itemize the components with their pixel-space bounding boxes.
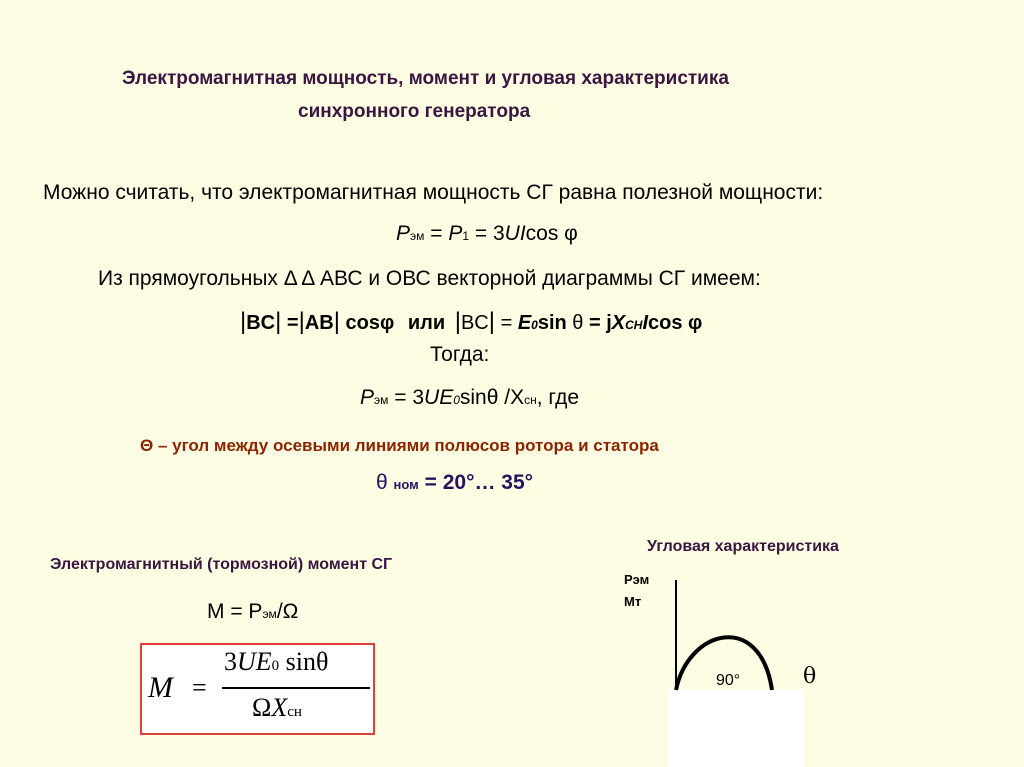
boxed-num-theta: θ xyxy=(316,647,329,676)
angular-characteristic-chart xyxy=(660,570,860,767)
boxed-den-sub: сн xyxy=(287,704,302,720)
eq2-e0-sub: 0 xyxy=(531,318,538,332)
fraction-bar xyxy=(222,687,370,689)
eq2-theta: θ xyxy=(572,312,584,334)
equation-angular-power xyxy=(360,386,579,410)
eq1-p1: P xyxy=(448,222,463,245)
boxed-num-sin: sin xyxy=(279,647,317,676)
eq3-div: /X xyxy=(498,386,525,409)
boxed-num-ue: UE xyxy=(237,647,272,676)
boxed-num-sub: 0 xyxy=(271,658,280,674)
torque-pre: M = P xyxy=(207,600,263,623)
page-title-line-1: Электромагнитная мощность, момент и угловая характеристика xyxy=(122,68,729,89)
torque-sub: эм xyxy=(262,607,277,621)
boxed-den-x: X xyxy=(271,693,288,722)
chart-white-area xyxy=(668,690,804,767)
chart-x-label: θ xyxy=(803,664,817,689)
triangles-text: Из прямоугольных Δ Δ АВС и ОВС векторной диаграммы СГ имеем: xyxy=(98,267,761,290)
eq3-e-sub: 0 xyxy=(453,393,460,407)
boxed-lhs: M xyxy=(148,671,173,704)
eq3-tail: , где xyxy=(536,386,580,409)
eq3-theta: θ xyxy=(486,386,499,409)
boxed-denominator xyxy=(252,693,302,723)
eq2-cos: cosφ xyxy=(345,312,395,334)
then-text: Тогда: xyxy=(430,343,490,366)
eq3-sin: sin xyxy=(459,386,487,409)
eq2-i: I xyxy=(642,312,649,334)
boxed-eq: = xyxy=(192,673,207,702)
eq2-x-sub: CH xyxy=(625,318,643,332)
page-title-line-2: синхронного генератора xyxy=(298,101,531,122)
eq2-x: X xyxy=(611,312,626,334)
chart-y-label-2: Мт xyxy=(624,594,642,609)
theta-nom-value: = 20°… 35° xyxy=(418,471,534,494)
eq3-rhs-pre: = 3 xyxy=(388,386,425,409)
chart-peak-label: 90° xyxy=(716,672,741,689)
torque-formula-box xyxy=(140,643,375,735)
theta-nom-sub: ном xyxy=(393,477,419,492)
eq2-rest-pre: = j xyxy=(583,312,612,334)
boxed-numerator xyxy=(224,647,328,677)
eq2-ab: AB xyxy=(304,312,334,334)
eq3-x-sub: сн xyxy=(524,393,537,407)
theta-nominal xyxy=(376,471,533,495)
eq2-e0: E xyxy=(517,312,532,334)
chart-title: Угловая характеристика xyxy=(647,538,839,555)
eq1-rhs-post: cos φ xyxy=(525,222,578,245)
torque-post: /Ω xyxy=(276,600,299,623)
torque-formula xyxy=(207,600,298,624)
boxed-num-pre: 3 xyxy=(224,647,237,676)
eq2-eq2: = xyxy=(500,312,513,334)
intro-text: Можно считать, что электромагнитная мощность СГ равна полезной мощности: xyxy=(43,181,824,204)
equation-projections: |BC| =|AB| cosφ или |BC| = E0sin θ = jXCHIcos φ xyxy=(240,308,703,335)
chart-y-label-1: Pэм xyxy=(624,572,650,587)
eq3-p: P xyxy=(360,386,375,409)
eq1-i: I xyxy=(519,222,526,245)
eq1-p1-sub: 1 xyxy=(462,229,470,243)
eq1-eq: = xyxy=(424,222,449,245)
eq2-bc: BC xyxy=(246,312,276,334)
eq2-eq1: = xyxy=(286,312,299,334)
eq2-bc2: BC xyxy=(460,312,489,334)
theta-definition: Θ – угол между осевыми линиями полюсов ротора и статора xyxy=(140,436,659,455)
eq2-or: или xyxy=(407,312,446,334)
torque-heading: Электромагнитный (тормозной) момент СГ xyxy=(50,556,393,573)
eq1-p: P xyxy=(396,222,411,245)
eq3-p-sub: эм xyxy=(374,393,389,407)
eq1-rhs-pre: = 3 xyxy=(469,222,505,245)
eq3-e: E xyxy=(439,386,454,409)
equation-power xyxy=(396,222,578,246)
eq2-rest-post: cos φ xyxy=(648,312,703,334)
eq2-sin: sin xyxy=(537,312,573,334)
eq3-u: U xyxy=(424,386,440,409)
eq1-p-sub: эм xyxy=(410,229,425,243)
theta-nom-symbol: θ xyxy=(376,471,388,494)
boxed-den-omega: Ω xyxy=(252,693,272,722)
eq1-u: U xyxy=(504,222,520,245)
